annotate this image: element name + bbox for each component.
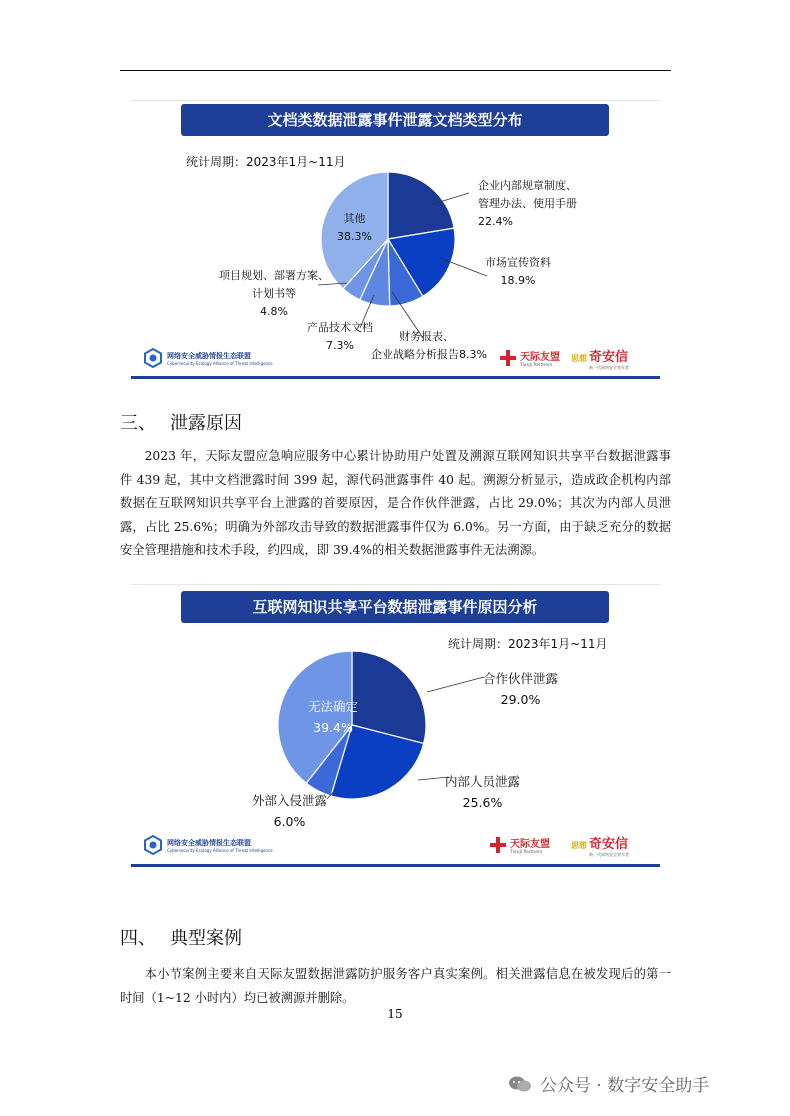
header-rule bbox=[120, 70, 671, 71]
qax-logo: 思想 奇安信 新一代网络安全领军者 bbox=[571, 350, 629, 370]
section-4-paragraph: 本小节案例主要来自天际友盟数据泄露防护服务客户真实案例。相关泄露信息在被发现后的第一时间（1~12 小时内）均已被溯源并删除。 bbox=[120, 967, 671, 1005]
label-external: 外部入侵泄露 6.0% bbox=[252, 793, 328, 829]
watermark-text: 公众号 · 数字安全助手 bbox=[540, 1076, 710, 1096]
chart-period: 统计周期：2023年1月~11月 bbox=[186, 155, 346, 169]
label-internal: 内部人员泄露 25.6% bbox=[445, 774, 521, 810]
leader-line bbox=[427, 677, 484, 692]
section-3-heading: 三、 泄露原因 bbox=[120, 413, 242, 434]
qax-mark: 思想 bbox=[571, 354, 587, 363]
chart-bottom-bar bbox=[131, 376, 660, 379]
chart-period: 统计周期：2023年1月~11月 bbox=[448, 637, 608, 651]
chart-leak-cause-analysis bbox=[131, 584, 660, 868]
label-product: 产品技术文档 7.3% bbox=[307, 321, 373, 352]
alliance-emblem-icon bbox=[143, 348, 163, 368]
chart-title: 文档类数据泄露事件泄露文档类型分布 bbox=[181, 104, 609, 136]
chart-bottom-bar bbox=[131, 864, 660, 867]
wechat-icon bbox=[508, 1075, 532, 1093]
pie-chart bbox=[131, 584, 660, 868]
label-partner: 合作伙伴泄露 29.0% bbox=[483, 671, 559, 707]
label-policy: 企业内部规章制度、 管理办法、使用手册 22.4% bbox=[478, 179, 577, 228]
pie-slice-policy bbox=[388, 172, 454, 239]
qax-mark: 思想 bbox=[571, 841, 587, 850]
chart-title: 互联网知识共享平台数据泄露事件原因分析 bbox=[181, 591, 609, 623]
tianji-cross-icon bbox=[489, 836, 507, 854]
wechat-watermark bbox=[508, 1071, 709, 1096]
label-unknown: 无法确定 39.4% bbox=[308, 699, 359, 735]
alliance-logo: 网络安全威胁情报生态联盟 Cybersecurity Ecology Alliance of Threat Intelligence bbox=[143, 835, 273, 855]
section-4-heading: 四、 典型案例 bbox=[120, 928, 242, 949]
label-marketing: 市场宣传资料 18.9% bbox=[485, 256, 551, 287]
qax-logo: 思想 奇安信 新一代网络安全领军者 bbox=[571, 837, 629, 857]
chart-doc-type-distribution bbox=[131, 100, 660, 382]
tianji-cross-icon bbox=[499, 349, 517, 367]
section-3-paragraph: 2023 年，天际友盟应急响应服务中心累计协助用户处置及溯源互联网知识共享平台数据泄露事件 439 起，其中文档泄露时间 399 起，源代码泄露事件 40 起。溯源分析显示，造成政企机构内部数据在互联网知识共享平台上泄露的首要原因，是合作伙伴泄露，占比 29.0%；其次为内部人员泄露，占比 25.6%；明确为外部攻击导致的数据泄露事件仅为 6.0%。另一方面，由于缺乏充分的数据安全管理措施和技术手段，约四成，即 39.4%的相关数据泄露事件无法溯源。 bbox=[120, 449, 671, 557]
alliance-emblem-icon bbox=[143, 835, 163, 855]
label-project: 项目规划、部署方案、 计划书等 4.8% bbox=[219, 269, 329, 318]
alliance-logo: 网络安全威胁情报生态联盟 Cybersecurity Ecology Alliance of Threat Intelligence bbox=[143, 348, 273, 368]
page-number: 15 bbox=[387, 1007, 403, 1021]
label-finance: 财务报表、 企业战略分析报告8.3% bbox=[371, 330, 487, 361]
label-other: 其他 38.3% bbox=[337, 212, 372, 243]
tianji-logo: 天际友盟 TianJi Partners bbox=[489, 835, 550, 855]
tianji-logo: 天际友盟 TianJi Partners bbox=[499, 348, 560, 368]
